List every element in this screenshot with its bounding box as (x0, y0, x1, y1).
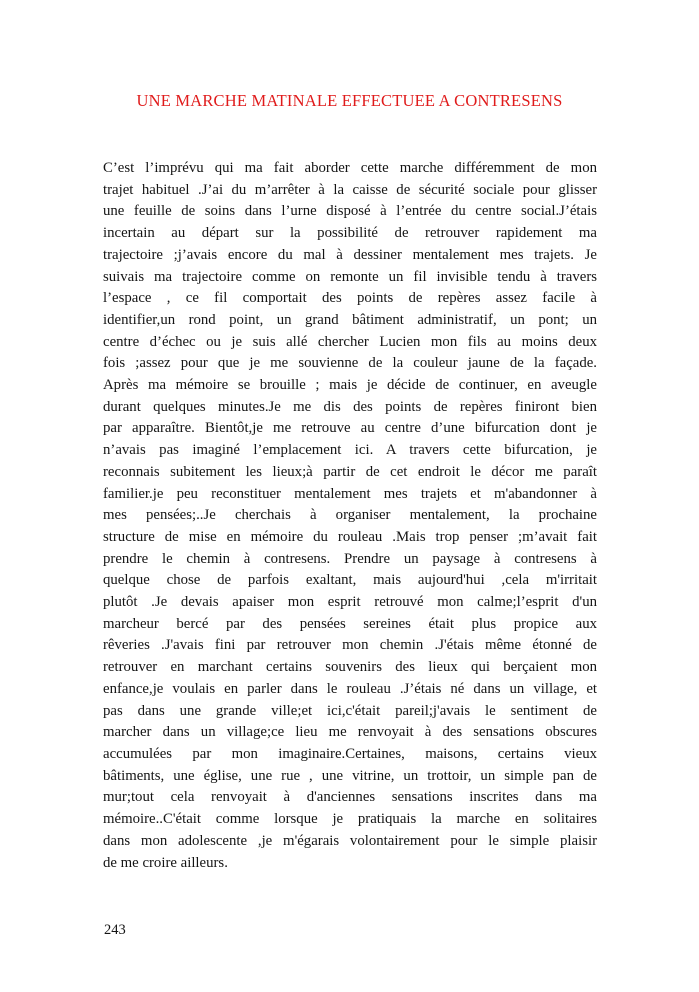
body-text-line: rêveries .J'avais fini par retrouver mon chemin .J'étais même étonné de (103, 637, 597, 654)
body-text-line: trajet habituel .J’ai du m’arrêter à la caisse de sécurité sociale pour glisser (103, 181, 597, 198)
body-text-line: enfance,je voulais en parler dans le rouleau .J’étais né dans un village, et (103, 680, 597, 697)
body-text (103, 158, 597, 874)
body-text-line: reconnais subitement les lieux;à partir de cet endroit le décor me paraît (103, 463, 597, 480)
body-text-line: familier.je peu reconstituer mentalement mes trajets et m'abandonner à (103, 485, 597, 502)
body-text-line: par apparaître. Bientôt,je me retrouve au centre d’une bifurcation dont je (103, 420, 597, 437)
body-text-line: retrouver en marchant certains souvenirs des lieux qui berçaient mon (103, 659, 597, 676)
body-text-line: l’espace , ce fil comportait des points de repères assez facile à (103, 290, 597, 307)
body-text-line: quelque chose de parfois exaltant, mais aujourd'hui ,cela m'irritait (103, 572, 597, 589)
body-text-line: Après ma mémoire se brouille ; mais je décide de continuer, en aveugle (103, 377, 597, 394)
body-text-line: marcher dans un village;ce lieu me renvoyait à des sensations obscures (103, 724, 597, 741)
body-text-line: bâtiments, une église, une rue , une vitrine, un trottoir, un simple pan de (103, 767, 597, 784)
body-text-line: structure de mise en mémoire du rouleau .Mais trop penser ;m’avait fait (103, 528, 597, 545)
body-text-line: fois ;assez pour que je me souvienne de la couleur jaune de la façade. (103, 355, 597, 372)
body-text-line: trajectoire ;j’avais encore du mal à dessiner mentalement mes trajets. Je (103, 246, 597, 263)
body-text-line: accumulées par mon imaginaire.Certaines, maisons, certains vieux (103, 745, 597, 762)
body-text-line: C’est l’imprévu qui ma fait aborder cette marche différemment de mon (103, 160, 597, 176)
body-text-line: de me croire ailleurs. (103, 854, 228, 871)
body-text-line: identifier,un rond point, un grand bâtiment administratif, un pont; un (103, 311, 597, 328)
page-title: UNE MARCHE MATINALE EFFECTUEE A CONTRESENS (136, 91, 563, 110)
body-text-line: mes pensées;..Je cherchais à organiser mentalement, la prochaine (103, 507, 597, 524)
body-text-line: suivais ma trajectoire comme on remonte un fil invisible tendu à travers (103, 268, 597, 285)
body-text-line: mur;tout cela renvoyait à d'anciennes sensations inscrites dans ma (103, 789, 597, 806)
body-text-line: incertain au départ sur la possibilité de retrouver rapidement ma (103, 225, 597, 242)
body-text-line: prendre le chemin à contresens. Prendre un paysage à contresens à (103, 550, 597, 567)
body-text-line: durant quelques minutes.Je me dis des points de repères finiront bien (103, 398, 597, 415)
body-text-line: plutôt .Je devais apaiser mon esprit retrouvé mon calme;l’esprit d'un (103, 594, 597, 611)
body-text-line: mémoire..C'était comme lorsque je pratiquais la marche en solitaires (103, 811, 597, 828)
body-text-line: dans mon adolescente ,je m'égarais volontairement pour le simple plaisir (103, 832, 597, 849)
body-text-line: une feuille de soins dans l’urne disposé à l’entrée du centre social.J’étais (103, 203, 597, 220)
body-text-line: n’avais pas imaginé l’emplacement ici. A travers cette bifurcation, je (103, 442, 597, 459)
page-number: 243 (104, 922, 126, 938)
body-text-line: centre d’échec ou je suis allé chercher Lucien mon fils au moins deux (103, 333, 597, 350)
body-text-line: marcheur bercé par des pensées sereines était plus propice aux (103, 615, 597, 632)
body-text-line: pas dans une grande ville;et ici,c'était pareil;j'avais le sentiment de (103, 702, 597, 719)
